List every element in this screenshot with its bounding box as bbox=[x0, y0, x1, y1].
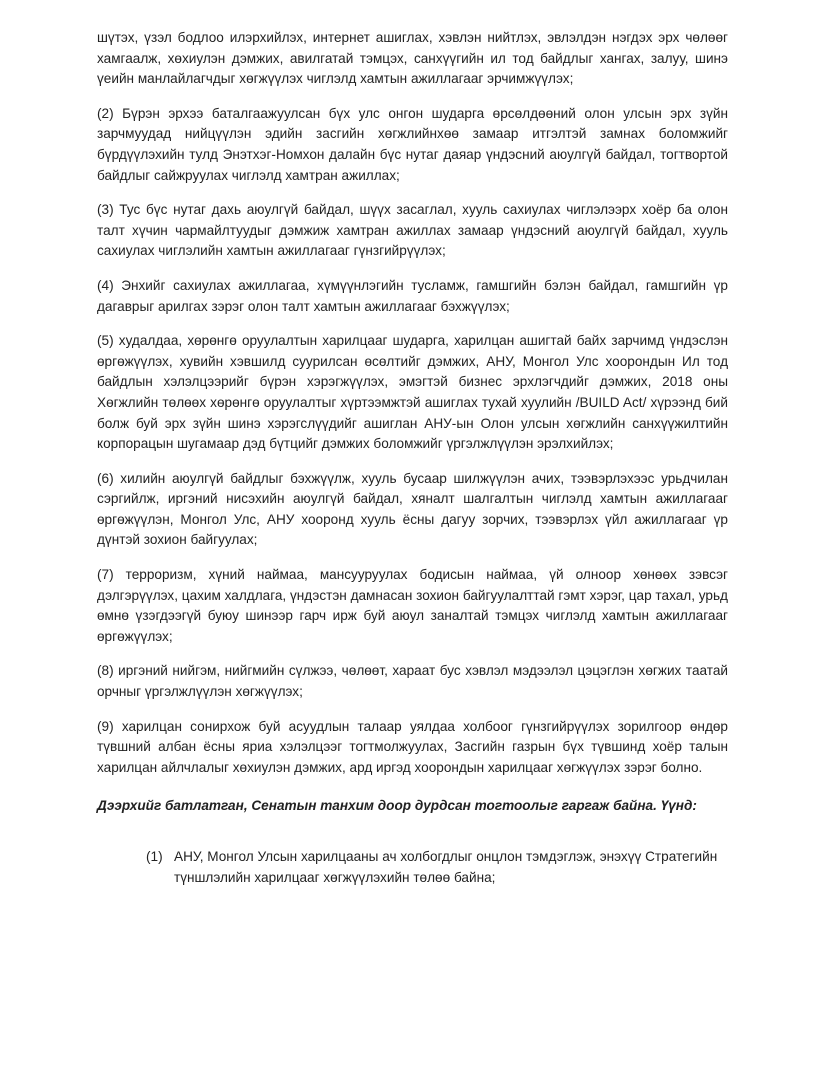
paragraph-4: (4) Энхийг сахиулах ажиллагаа, хүмүүнлэгийн тусламж, гамшгийн бэлэн байдал, гамшгийн үр дагаврыг арилгах зэрэг олон талт хамтын ажиллагааг бэхжүүлэх; bbox=[97, 277, 728, 314]
resolution-text: АНУ, Монгол Улсын харилцааны ач холбогдлыг онцлон тэмдэглэж, энэхүү Стратегийн түншлэлийн харилцааг хөгжүүлэхийн төлөө байна; bbox=[174, 849, 718, 885]
paragraph-continuation: шүтэх, үзэл бодлоо илэрхийлэх, интернет ашиглах, хэвлэн нийтлэх, эвлэлдэн нэгдэх эрх чөлөөг хамгаалж, хөхиулэн дэмжих, авилгатай тэмцэх, санхүүгийн ил тод байдлыг хангах, залуу, шинэ үеийн манлайлагчдыг хөгжүүлэх чиглэлд хамтын ажиллагааг эрчимжүүлэх; bbox=[97, 30, 728, 87]
resolution-item bbox=[97, 847, 728, 888]
paragraph-9: (9) харилцан сонирхож буй асуудлын талаар уялдаа холбоог гүнзгийрүүлэх зорилгоор өндөр түвшний албан ёсны яриа хэлэлцээг тогтмолжуулах, Засгийн газрын бүх түвшинд хоёр талын харилцан айлчлалыг хөхиулэн дэмжих, ард иргэд хоорондын харилцааг хөгжүүлэх зэрэг болно. bbox=[97, 718, 728, 775]
paragraph-3: (3) Тус бүс нутаг дахь аюулгүй байдал, шүүх засаглал, хууль сахиулах чиглэлээрх хоёр ба олон талт хүчин чармайлтуудыг дэмжиж хамтран ажиллах замаар үндэсний аюулгүй байдал, хууль сахиулах чиглэлийн хамтын ажиллагааг гүнзгийрүүлэх; bbox=[97, 202, 728, 259]
resolution-number: (1) bbox=[146, 849, 163, 864]
resolve-statement: Дээрхийг батлатган, Сенатын танхим доор дурдсан тогтоолыг гаргаж байна. Үүнд: bbox=[97, 798, 697, 814]
paragraph-2: (2) Бүрэн эрхээ баталгаажуулсан бүх улс онгон шударга өрсөлдөөний олон улсын эрх зүйн зарчмуудад нийцүүлэн эдийн засгийн хөгжлийнхөө замаар итгэлтэй замнах боломжийг бүрдүүлэхийн тулд Энэтхэг-Номхон далайн бүс нутаг даяар үндэсний аюулгүй байдал, тогтвортой байдлыг сайжруулах чиглэлд хамтран ажиллах; bbox=[97, 105, 728, 183]
paragraph-8: (8) иргэний нийгэм, нийгмийн сүлжээ, чөлөөт, хараат бус хэвлэл мэдээлэл цэцэглэн хөгжих таатай орчныг үргэлжлүүлэн хөгжүүлэх; bbox=[97, 663, 728, 700]
paragraph-5: (5) худалдаа, хөрөнгө оруулалтын харилцааг шударга, харилцан ашигтай байх зарчимд үндэслэн өргөжүүлэх, хувийн хэвшилд суурилсан өсөлтийг дэмжих, АНУ, Монгол Улс хоорондын Ил тод байдлын хэлэлцээрийг бүрэн хэрэгжүүлэх, эмэгтэй бизнес эрхлэгчдийг дэмжих, 2018 оны Хөгжлийн төлөөх хөрөнгө оруулалтыг хүртээмжтэй ашиглах тухай хуулийн /BUILD Act/ хүрээнд бий болж буй эрх зүйн шинэ хэрэгслүүдийг ашиглан АНУ-ын Олон улсын хөгжлийн санхүүжилтийн корпорацын шугамаар дэд бүтцийг дэмжих боломжийг үргэлжлүүлэн эрэлхийлэх; bbox=[97, 333, 728, 452]
paragraph-7: (7) терроризм, хүний наймаа, мансууруулах бодисын наймаа, үй олноор хөнөөх зэвсэг дэлгэрүүлэх, цахим халдлага, үндэстэн дамнасан зохион байгуулалттай гэмт хэрэг, цар тахал, урьд өмнө үзэгдээгүй буюу шинээр гарч ирж буй аюул заналтай тэмцэх чиглэлд хамтын ажиллагааг өргөжүүлэх; bbox=[97, 567, 728, 644]
document-body bbox=[97, 28, 728, 888]
resolution-list bbox=[97, 847, 728, 888]
paragraph-6: (6) хилийн аюулгүй байдлыг бэхжүүлж, хууль бусаар шилжүүлэн ачих, тээвэрлэхээс урьдчилан сэргийлж, иргэний нисэхийн аюулгүй байдал, хяналт шалгалтын чиглэлд хамтын ажиллагааг өргөжүүлэн, Монгол Улс, АНУ хооронд хууль ёсны дагуу зорчих, тээвэрлэх үйл ажиллагааг үр дүнтэй зохион байгуулах; bbox=[97, 470, 728, 548]
